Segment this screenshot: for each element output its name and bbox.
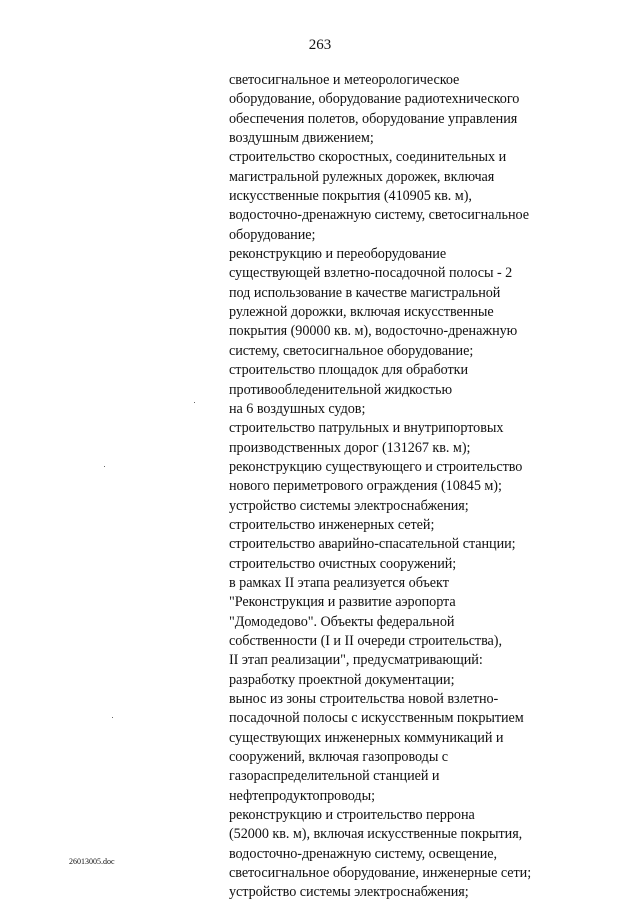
text-line: реконструкцию и строительство перрона: [229, 807, 475, 824]
text-line: строительство скоростных, соединительных и: [229, 149, 507, 166]
body-text: [229, 71, 589, 903]
text-line: систему, светосигнальное оборудование;: [229, 342, 474, 359]
text-line: светосигнальное и метеорологическое: [229, 72, 460, 88]
text-line: существующих инженерных коммуникаций и: [229, 729, 504, 746]
text-line: противообледенительной жидкостью: [229, 381, 453, 398]
text-line: разработку проектной документации;: [229, 671, 455, 688]
text-line: строительство инженерных сетей;: [229, 516, 435, 533]
text-line: искусственные покрытия (410905 кв. м),: [229, 188, 472, 205]
text-line: оборудование, оборудование радиотехнического: [229, 91, 520, 108]
text-line: "Домодедово". Объекты федеральной: [229, 613, 455, 630]
text-line: обеспечения полетов, оборудование управления: [229, 110, 518, 127]
text-line: нового периметрового ограждения (10845 м);: [229, 478, 502, 495]
text-line: газораспределительной станцией и: [229, 768, 440, 785]
text-line: светосигнальное оборудование, инженерные сети;: [229, 865, 532, 882]
text-line: (52000 кв. м), включая искусственные покрытия,: [229, 826, 523, 843]
text-line: нефтепродуктопроводы;: [229, 787, 375, 804]
text-line: существующей взлетно-посадочной полосы - 2: [229, 265, 513, 282]
text-line: сооружений, включая газопроводы с: [229, 749, 449, 766]
scan-speck: [112, 717, 113, 718]
text-line: под использование в качестве магистральной: [229, 284, 501, 301]
text-line: рулежной дорожки, включая искусственные: [229, 304, 494, 321]
text-line: устройство системы электроснабжения;: [229, 884, 469, 901]
text-line: вынос из зоны строительства новой взлетно-: [229, 691, 499, 707]
text-line: реконструкцию и переоборудование: [229, 246, 447, 263]
text-line: производственных дорог (131267 кв. м);: [229, 439, 471, 456]
text-line: воздушным движением;: [229, 130, 374, 147]
text-line: реконструкцию существующего и строительство: [229, 458, 523, 475]
page-number: 263: [308, 37, 332, 53]
text-line: на 6 воздушных судов;: [229, 400, 366, 417]
text-line: строительство площадок для обработки: [229, 362, 469, 379]
text-line: собственности (I и II очереди строительства),: [229, 632, 502, 649]
scan-speck: [104, 466, 105, 467]
text-line: устройство системы электроснабжения;: [229, 497, 469, 514]
text-line: посадочной полосы с искусственным покрытием: [229, 710, 524, 727]
text-line: водосточно-дренажную систему, светосигнальное: [229, 207, 529, 224]
text-line: строительство аварийно-спасательной станции;: [229, 536, 516, 553]
footer-document-code: 26013005.doc: [69, 857, 115, 866]
text-line: "Реконструкция и развитие аэропорта: [229, 594, 456, 611]
text-line: II этап реализации", предусматривающий:: [229, 652, 483, 669]
scan-speck: [194, 402, 195, 403]
text-line: в рамках II этапа реализуется объект: [229, 574, 449, 591]
text-line: водосточно-дренажную систему, освещение,: [229, 845, 498, 862]
text-line: оборудование;: [229, 226, 316, 243]
text-line: строительство патрульных и внутрипортовых: [229, 420, 504, 437]
text-line: покрытия (90000 кв. м), водосточно-дренажную: [229, 323, 518, 340]
text-line: строительство очистных сооружений;: [229, 555, 457, 572]
text-line: магистральной рулежных дорожек, включая: [229, 168, 495, 185]
